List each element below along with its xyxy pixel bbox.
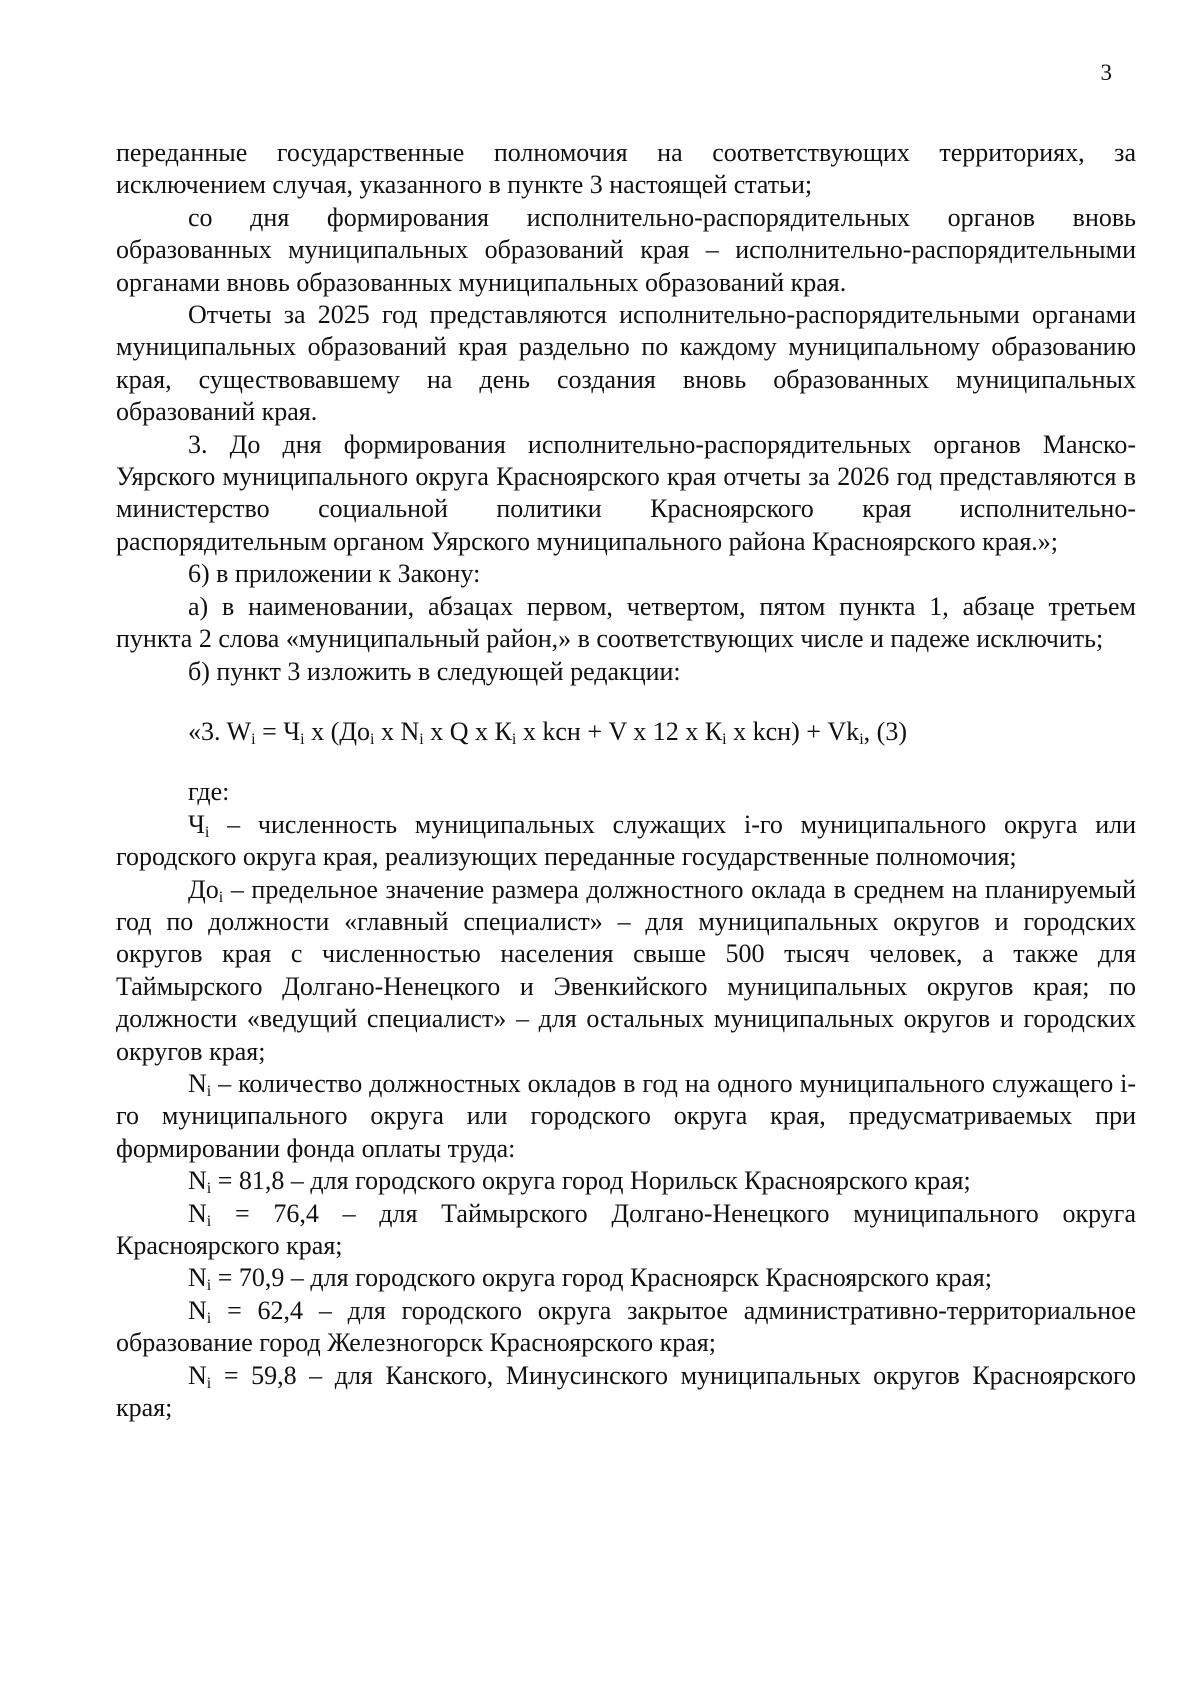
paragraph: переданные государственные полномочия на соответствующих территориях, за исключением случая, указанного в пункте 3 настоящей статьи;: [116, 138, 1136, 200]
page-number: 3: [1100, 60, 1112, 85]
document-body: [116, 137, 1136, 1424]
paragraph: 3. До дня формирования исполнительно-распорядительных органов Манско-Уярского муниципального округа Красноярского края отчеты за 2026 год представляются в министерство социальной политики Красноярского края исполнительно-распорядительным органом Уярского муниципального района Красноярского края.»;: [116, 429, 1136, 556]
definition-paragraph: $N_i = 76,4$ – для Таймырского Долгано-Ненецкого муниципального округа Красноярского края;: [116, 1198, 1136, 1260]
definition-paragraph: $N_i$ – количество должностных окладов в год на одного муниципального служащего i-го муниципального округа или городского округа края, предусматриваемых при формировании фонда оплаты труда:: [116, 1068, 1136, 1163]
formula: «3. $W_i = Ч_i$ х ($До_i$ х $N_i$ х Q х $К_i$ х kсн + V х 12 х $К_i$ х $kсн) + Vk_i$, (3): [188, 716, 907, 748]
definition-paragraph: $N_i = 59,8$ – для Канского, Минусинского муниципальных округов Красноярского края;: [116, 1360, 1136, 1423]
definition-paragraph: $N_i = 70,9$ – для городского округа город Красноярск Красноярского края;: [188, 1263, 992, 1295]
paragraph: где:: [188, 777, 230, 807]
definition-paragraph: $N_i = 62,4$ – для городского округа закрытое административно-территориальное образование город Железногорск Красноярского края;: [116, 1295, 1136, 1358]
definition-paragraph: $До_i$ – предельное значение размера должностного оклада в среднем на планируемый год по должности «главный специалист» – для муниципальных округов и городских округов края с численностью населения свыше 500 тысяч человек, а также для Таймырского Долгано-Ненецкого и Эвенкийского муниципальных округов края; по должности «ведущий специалист» – для остальных муниципальных округов и городских округов края;: [116, 874, 1136, 1066]
definition-paragraph: $Ч_i$ – численность муниципальных служащих i-го муниципального округа или городского округа края, реализующих переданные государственные полномочия;: [116, 809, 1136, 872]
paragraph: Отчеты за 2025 год представляются исполнительно-распорядительными органами муниципальных образований края раздельно по каждому муниципальному образованию края, существовавшему на день создания вновь образованных муниципальных образований края.: [116, 300, 1136, 427]
paragraph: а) в наименовании, абзацах первом, четвертом, пятом пункта 1, абзаце третьем пункта 2 слова «муниципальный район,» в соответствующих числе и падеже исключить;: [116, 591, 1136, 654]
paragraph: 6) в приложении к Закону:: [188, 559, 481, 589]
paragraph: б) пункт 3 изложить в следующей редакции:: [188, 656, 681, 686]
paragraph: со дня формирования исполнительно-распорядительных органов вновь образованных муниципальных образований края – исполнительно-распорядительными органами вновь образованных муниципальных образований края.: [116, 202, 1136, 297]
definition-paragraph: $N_i = 81,8$ – для городского округа город Норильск Красноярского края;: [188, 1166, 971, 1198]
